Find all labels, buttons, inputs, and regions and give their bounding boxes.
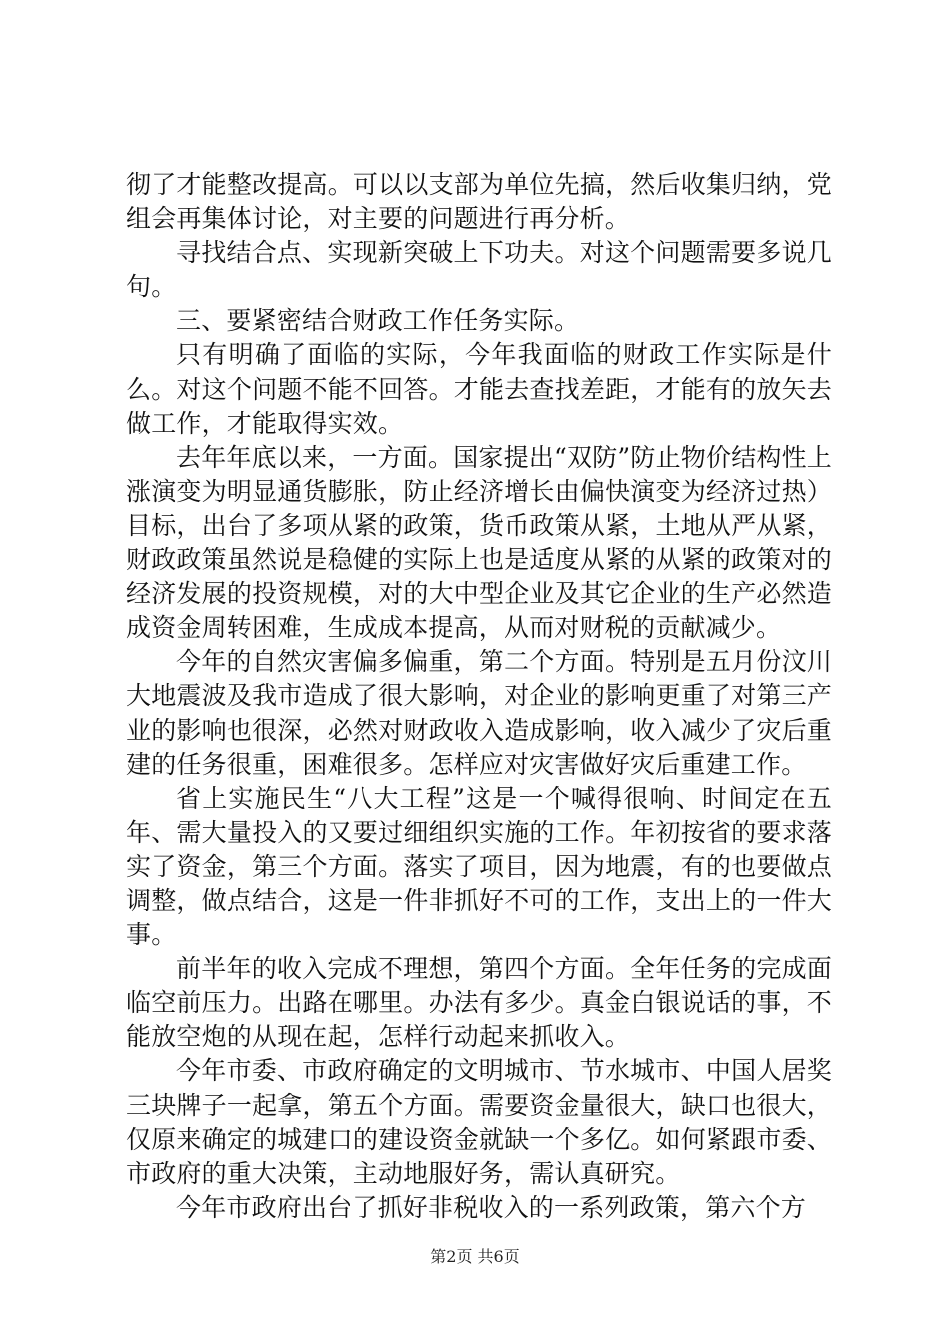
paragraph: 去年年底以来，一方面。国家提出“双防”防止物价结构性上涨演变为明显通货膨胀，防止经济增长由偏快演变为经济过热）目标，出台了多项从紧的政策，货币政策从紧，土地从严从紧，财政政策虽然说是稳健的实际上也是适度从紧的从紧的政策对的经济发展的投资规模，对的大中型企业及其它企业的生产必然造成资金周转困难，生成成本提高，从而对财税的贡献减少。 bbox=[126, 442, 832, 643]
document-body bbox=[126, 168, 832, 1225]
section-heading: 三、要紧密结合财政工作任务实际。 bbox=[176, 306, 580, 336]
paragraph: 今年市委、市政府确定的文明城市、节水城市、中国人居奖三块牌子一起拿，第五个方面。需要资金量很大，缺口也很大，仅原来确定的城建口的建设资金就缺一个多亿。如何紧跟市委、市政府的重大决策，主动地服好务，需认真研究。 bbox=[126, 1056, 832, 1188]
paragraph: 今年的自然灾害偏多偏重，第二个方面。特别是五月份汶川大地震波及我市造成了很大影响，对企业的影响更重了对第三产业的影响也很深，必然对财政收入造成影响，收入减少了灾后重建的任务很重，困难很多。怎样应对灾害做好灾后重建工作。 bbox=[126, 647, 832, 779]
paragraph: 今年市政府出台了抓好非税收入的一系列政策，第六个方 bbox=[176, 1192, 807, 1222]
paragraph: 只有明确了面临的实际，今年我面临的财政工作实际是什么。对这个问题不能不回答。才能去查找差距，才能有的放矢去做工作，才能取得实效。 bbox=[126, 340, 832, 438]
page-number-footer: 第2页 共6页 bbox=[430, 1247, 520, 1266]
paragraph: 寻找结合点、实现新突破上下功夫。对这个问题需要多说几句。 bbox=[126, 238, 832, 302]
paragraph: 前半年的收入完成不理想，第四个方面。全年任务的完成面临空前压力。出路在哪里。办法有多少。真金白银说话的事，不能放空炮的从现在起，怎样行动起来抓收入。 bbox=[126, 954, 832, 1052]
paragraph: 省上实施民生“八大工程”这是一个喊得很响、时间定在五年、需大量投入的又要过细组织实施的工作。年初按省的要求落实了资金，第三个方面。落实了项目，因为地震，有的也要做点调整，做点结合，这是一件非抓好不可的工作，支出上的一件大事。 bbox=[126, 783, 832, 950]
paragraph-continuation: 彻了才能整改提高。可以以支部为单位先搞，然后收集归纳，党组会再集体讨论，对主要的问题进行再分析。 bbox=[126, 170, 832, 234]
